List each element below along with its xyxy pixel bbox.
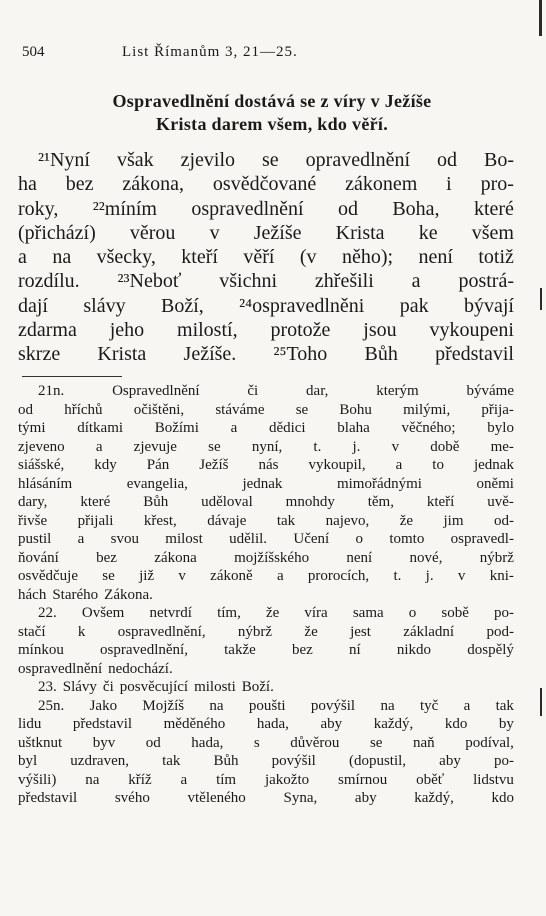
main-text-line: skrze Krista Ježíše. ²⁵Toho Bůh představil	[18, 343, 514, 366]
note-line: dary, které Bůh uděloval mnohdy těm, kteří uvě-	[18, 494, 514, 510]
page-edge-mark	[539, 0, 542, 36]
note-line: ňování bez zákona mojžíšského není nové, nýbrž	[18, 549, 514, 566]
running-title: List Římanům 3, 21—25.	[122, 44, 298, 60]
page-number: 504	[22, 44, 45, 60]
note-line: stačí k ospravedlnění, nýbrž že jest základní pod-	[18, 623, 514, 640]
note-line: ospravedlnění nedochází.	[18, 660, 173, 677]
note-line: pustil a svou milost udělil. Učení o tomto ospravedl-	[18, 531, 514, 547]
main-text-line: (přichází) věrou v Ježíše Krista ke všem	[18, 221, 514, 244]
note-line: uštknut byv od hada, s důvěrou se naň podíval,	[18, 734, 514, 751]
main-text-line: a na všecky, kteří věří (v něho); není totiž	[18, 246, 514, 269]
footnote-separator	[22, 376, 122, 377]
note-line: 21n. Ospravedlnění či dar, kterým býváme	[38, 383, 514, 399]
main-text-line: ha bez zákona, osvědčované zákonem i pro-	[18, 173, 514, 196]
section-title	[22, 90, 522, 136]
main-text-line: roky, ²²míním ospravedlnění od Boha, které	[18, 197, 514, 220]
note-line: hlásáním evangelia, jednak mimořádnými oněmi	[18, 475, 514, 492]
main-text-line: zdarma jeho milostí, protože jsou vykoupeni	[18, 319, 514, 342]
note-line: výšili) na kříž a tím jakožto smírnou oběť lidstvu	[18, 771, 514, 788]
note-line: zjeveno a zjevuje se nyní, t. j. v době me-	[18, 438, 514, 455]
page-edge-mark	[540, 288, 542, 310]
note-line: od hříchů očištěni, stáváme se Bohu milými, přija-	[18, 401, 514, 418]
note-line: hách Starého Zákona.	[18, 586, 153, 603]
note-line: mínkou ospravedlnění, takže bez ní nikdo dospělý	[18, 642, 514, 658]
note-line: řivše přijali křest, dávaje tak najevo, že jim od-	[18, 512, 514, 529]
main-text-line: dají slávy Boží, ²⁴ospravedlněni pak bývají	[18, 294, 514, 317]
running-header	[22, 44, 522, 68]
section-title-line: Ospravedlnění dostává se z víry v Ježíše	[112, 91, 432, 111]
note-line: představil svého vtěleného Syna, aby každý, kdo	[18, 790, 514, 806]
commentary-notes	[18, 382, 514, 808]
main-text	[18, 148, 514, 367]
main-text-line: ²¹Nyní však zjevilo se opravedlnění od Bo-	[38, 149, 514, 171]
note-line: 22. Ovšem netvrdí tím, že víra sama o sobě po-	[38, 605, 514, 621]
page-edge-mark	[540, 688, 542, 716]
note-line: lidu představil měděného hada, aby každý, kdo by	[18, 716, 514, 732]
note-line: 23. Slávy či posvěcující milosti Boží.	[38, 679, 274, 695]
note-line: 25n. Jako Mojžíš na poušti povýšil na tyč a tak	[38, 697, 514, 714]
note-line: byl uzdraven, tak Bůh povýšil (dopustil, aby po-	[18, 753, 514, 769]
note-line: osvědčuje se již v zákoně a prorocích, t. j. v kni-	[18, 568, 514, 584]
note-line: tými dítkami Božími a dědici blaha věčného; bylo	[18, 420, 514, 436]
main-text-line: rozdílu. ²³Neboť všichni zhřešili a postrá-	[18, 270, 514, 293]
note-line: siášské, kdy Pán Ježíš nás vykoupil, a to jednak	[18, 457, 514, 473]
section-title-line: Krista darem všem, kdo věří.	[155, 114, 389, 134]
